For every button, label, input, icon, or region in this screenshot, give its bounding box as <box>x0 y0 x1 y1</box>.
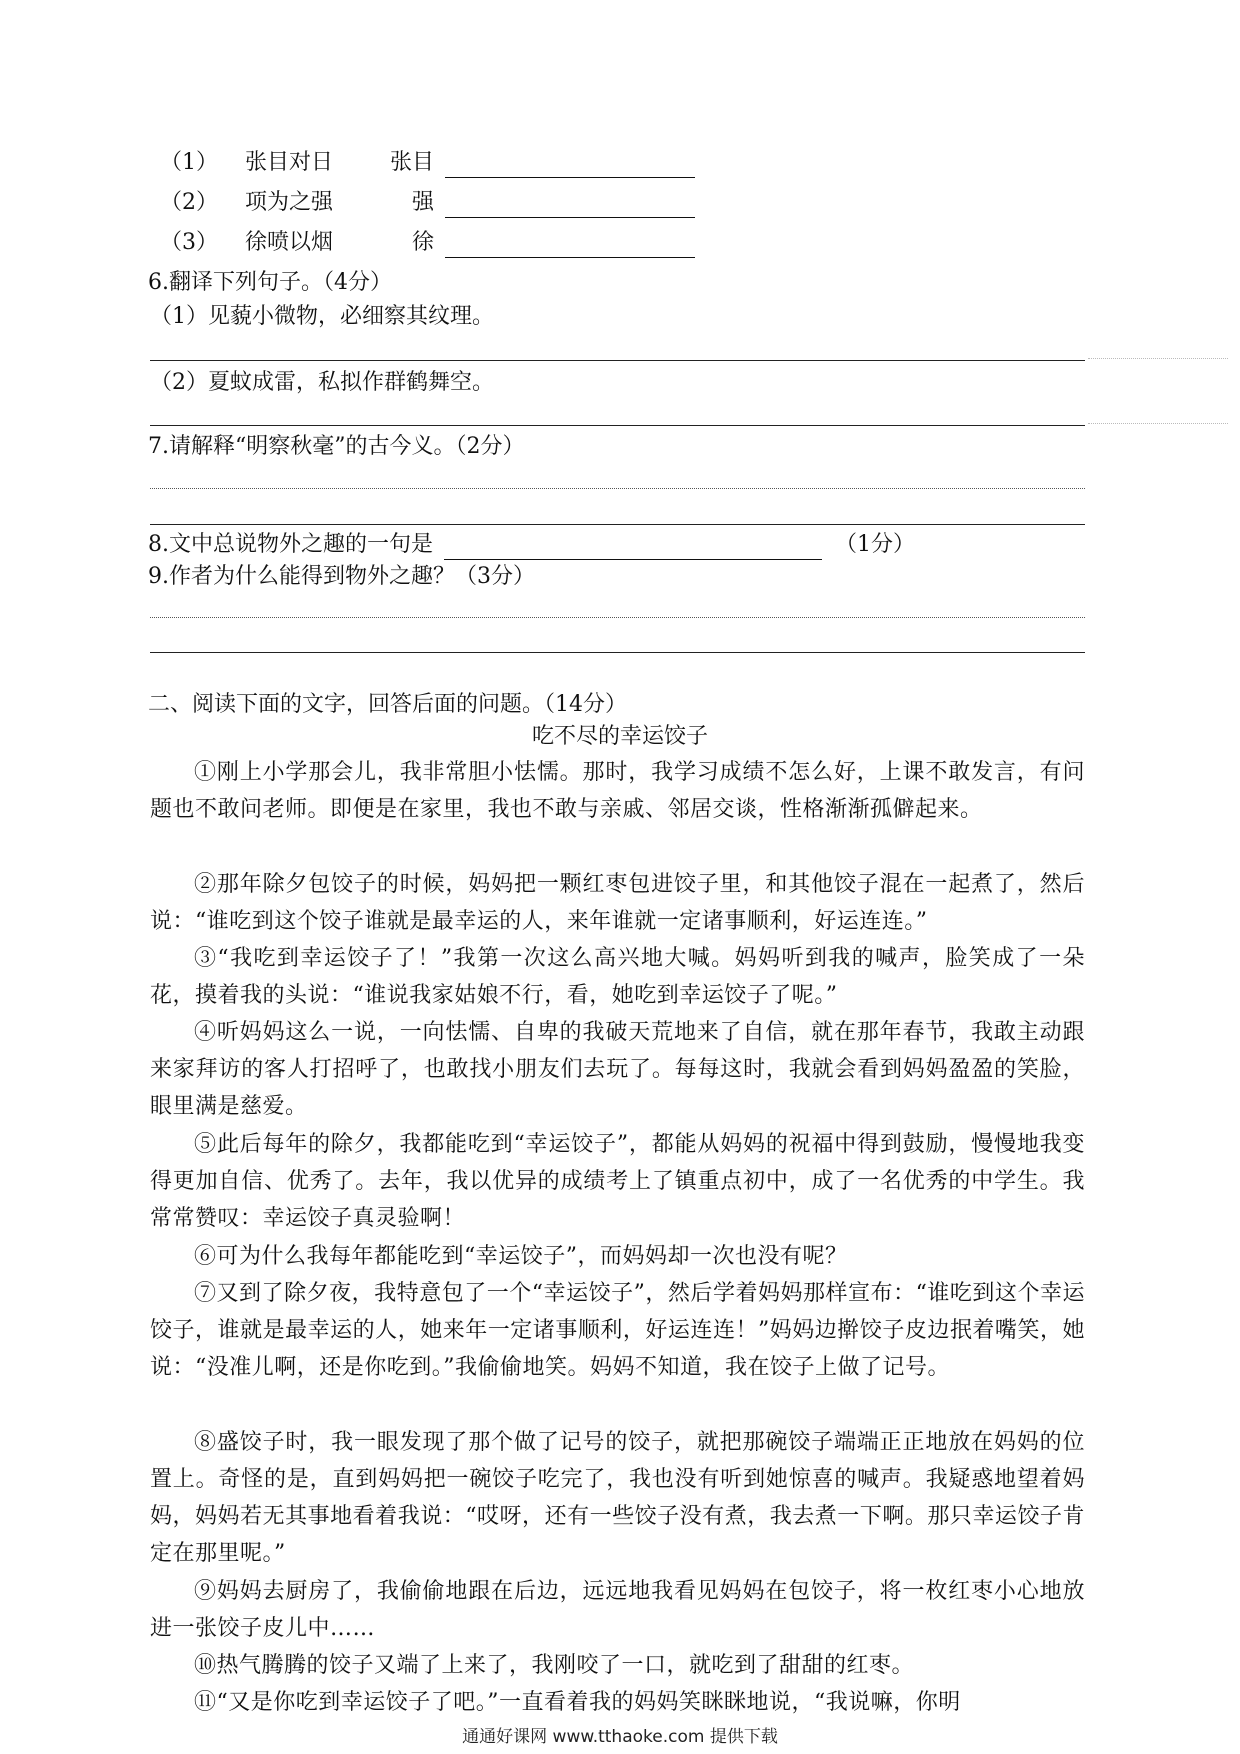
paragraph-11: ⑪“又是你吃到幸运饺子了吧。”一直看着我的妈妈笑眯眯地说，“我说嘛，你明 <box>194 1690 961 1715</box>
target-word: 张目 <box>390 150 435 175</box>
section-heading: 二、阅读下面的文字，回答后面的问题。（14分） <box>148 692 627 717</box>
paragraph-6: ⑥可为什么我每年都能吃到“幸运饺子”，而妈妈却一次也没有呢？ <box>194 1244 848 1269</box>
margin-dots <box>1088 358 1228 359</box>
answer-blank[interactable] <box>445 235 695 258</box>
q5-item-2 <box>160 188 695 218</box>
answer-blank[interactable] <box>445 155 695 178</box>
footer-credit: 通通好课网 www.tthaoke.com 提供下载 <box>462 1727 778 1747</box>
passage-title: 吃不尽的幸运饺子 <box>531 724 708 749</box>
q7-answer-line-2[interactable] <box>150 524 1085 525</box>
item-number: （3） <box>160 230 218 255</box>
q9-answer-line-1[interactable] <box>150 617 1085 618</box>
paragraph-3: ③“我吃到幸运饺子了！”我第一次这么高兴地大喊。妈妈听到我的喊声，脸笑成了一朵花，摸着我的头说：“谁说我家姑娘不行，看，她吃到幸运饺子了呢。” <box>150 946 1085 1008</box>
classical-phrase: 徐喷以烟 <box>245 230 334 255</box>
q5-item-1 <box>160 148 695 178</box>
classical-phrase: 项为之强 <box>245 190 334 215</box>
q6-sentence-1: （1）见藐小微物，必细察其纹理。 <box>150 304 494 329</box>
item-number: （1） <box>160 150 218 175</box>
target-word: 强 <box>412 190 435 215</box>
q6-answer-line-1[interactable] <box>150 360 1085 361</box>
q6-prompt: 6.翻译下列句子。（4分） <box>148 270 392 295</box>
q7-answer-line-1[interactable] <box>150 488 1085 489</box>
q8-line <box>148 530 915 560</box>
paragraph-5: ⑤此后每年的除夕，我都能吃到“幸运饺子”，都能从妈妈的祝福中得到鼓励，慢慢地我变得更加自信、优秀了。去年，我以优异的成绩考上了镇重点初中，成了一名优秀的中学生。我常常赞叹：幸运饺子真灵验啊！ <box>150 1132 1085 1231</box>
q5-item-3 <box>160 228 695 258</box>
paragraph-2: ②那年除夕包饺子的时候，妈妈把一颗红枣包进饺子里，和其他饺子混在一起煮了，然后说：“谁吃到这个饺子谁就是最幸运的人，来年谁就一定诸事顺利，好运连连。” <box>150 872 1085 934</box>
paragraph-4: ④听妈妈这么一说，一向怯懦、自卑的我破天荒地来了自信，就在那年春节，我敢主动跟来家拜访的客人打招呼了，也敢找小朋友们去玩了。每每这时，我就会看到妈妈盈盈的笑脸，眼里满是慈爱。 <box>150 1020 1085 1119</box>
q9-answer-line-2[interactable] <box>150 652 1085 653</box>
q9-prompt: 9.作者为什么能得到物外之趣？（3分） <box>148 564 535 589</box>
paragraph-8: ⑧盛饺子时，我一眼发现了那个做了记号的饺子，就把那碗饺子端端正正地放在妈妈的位置上。奇怪的是，直到妈妈把一碗饺子吃完了，我也没有听到她惊喜的喊声。我疑惑地望着妈妈，妈妈若无其事地看着我说：“哎呀，还有一些饺子没有煮，我去煮一下啊。那只幸运饺子肯定在那里呢。” <box>150 1430 1085 1566</box>
item-number: （2） <box>160 190 218 215</box>
q7-prompt: 7.请解释“明察秋毫”的古今义。（2分） <box>148 434 525 459</box>
q6-answer-line-2[interactable] <box>150 425 1085 426</box>
q8-prompt: 8.文中总说物外之趣的一句是 <box>148 532 433 557</box>
q8-score: （1分） <box>835 532 915 557</box>
q6-sentence-2: （2）夏蚊成雷，私拟作群鹤舞空。 <box>150 370 494 395</box>
q8-answer-blank[interactable] <box>444 537 822 560</box>
margin-dots <box>1088 423 1228 424</box>
classical-phrase: 张目对日 <box>245 150 334 175</box>
paragraph-9: ⑨妈妈去厨房了，我偷偷地跟在后边，远远地我看见妈妈在包饺子，将一枚红枣小心地放进一张饺子皮儿中…… <box>150 1579 1085 1641</box>
answer-blank[interactable] <box>445 195 695 218</box>
paragraph-1: ①刚上小学那会儿，我非常胆小怯懦。那时，我学习成绩不怎么好，上课不敢发言，有问题也不敢问老师。即便是在家里，我也不敢与亲戚、邻居交谈，性格渐渐孤僻起来。 <box>150 760 1085 822</box>
target-word: 徐 <box>412 230 435 255</box>
paragraph-7: ⑦又到了除夕夜，我特意包了一个“幸运饺子”，然后学着妈妈那样宣布：“谁吃到这个幸运饺子，谁就是最幸运的人，她来年一定诸事顺利，好运连连！”妈妈边擀饺子皮边抿着嘴笑，她说：“没准儿啊，还是你吃到。”我偷偷地笑。妈妈不知道，我在饺子上做了记号。 <box>150 1281 1085 1380</box>
paragraph-10: ⑩热气腾腾的饺子又端了上来了，我刚咬了一口，就吃到了甜甜的红枣。 <box>194 1653 915 1678</box>
